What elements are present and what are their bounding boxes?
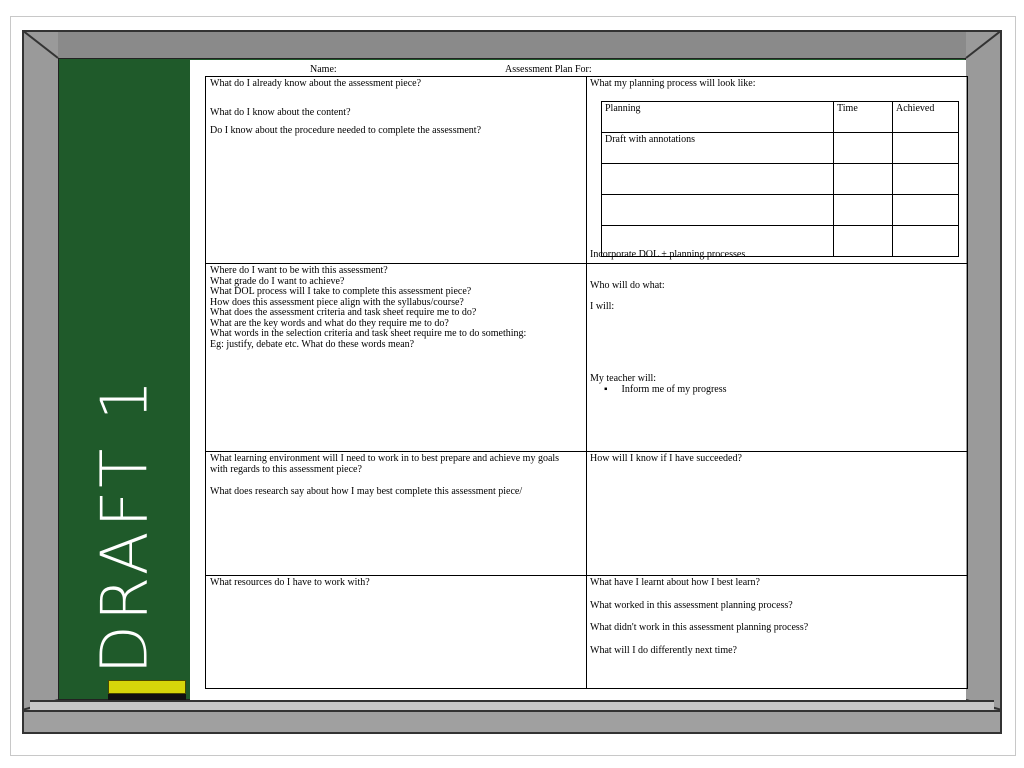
draft-label (70, 360, 180, 690)
name-label: Name: (310, 64, 337, 75)
teacher-bullet-item (590, 385, 960, 396)
q-planning-look: What my planning process will look like: (590, 78, 756, 89)
q-differently: What will I do differently next time? (590, 644, 737, 656)
q-where-want: Where do I want to be with this assessment? (210, 265, 388, 276)
planning-table-row (602, 195, 959, 226)
achieved-cell[interactable] (893, 164, 959, 195)
cell-resources (210, 578, 578, 589)
planning-header-time: Time (834, 102, 893, 133)
q-worked: What worked in this assessment planning process? (590, 599, 793, 611)
q-know-content: What do I know about the content? (210, 106, 351, 118)
cell-prior-knowledge (210, 79, 580, 137)
q-environment: What learning environment will I need to work in to best prepare and achieve my goals with regards to this assessment piece? (210, 453, 560, 475)
planning-cell: Draft with annotations (602, 133, 834, 164)
chalk-ledge (22, 710, 1002, 734)
q-teacher-will: My teacher will: (590, 373, 657, 384)
q-i-will: I will: (590, 300, 615, 312)
q-research: What does research say about how I may best complete this assessment piece/ (210, 486, 523, 497)
q-who-what: Who will do what: (590, 280, 665, 291)
incorporate-text: Incorporate DOL + planning processes (590, 249, 746, 260)
chalk-shadow (108, 694, 186, 700)
q-syllabus: How does this assessment piece align with the syllabus/course? (210, 296, 464, 308)
q-know-assessment: What do I already know about the assessment piece? (210, 78, 422, 89)
achieved-cell[interactable] (893, 133, 959, 164)
planning-table-row (602, 133, 959, 164)
assessment-plan-form (190, 60, 966, 700)
bullet-icon: ▪ (604, 383, 608, 395)
q-didnt-work: What didn't work in this assessment planning process? (590, 622, 809, 633)
planning-table-header (602, 102, 959, 133)
cell-reflection (590, 578, 960, 656)
cell-responsibilities (590, 281, 960, 395)
grid-divider-row-1 (206, 263, 967, 264)
cell-incorporate (590, 250, 960, 261)
planning-header-achieved: Achieved (893, 102, 959, 133)
q-dol-process: What DOL process will I take to complete this assessment piece? (210, 286, 472, 297)
q-word-meaning: Eg: justify, debate etc. What do these words mean? (210, 338, 415, 350)
achieved-cell[interactable] (893, 195, 959, 226)
grid-divider-row-2 (206, 451, 967, 452)
plan-for-label: Assessment Plan For: (505, 64, 592, 75)
grid-divider-row-3 (206, 575, 967, 576)
q-key-words: What are the key words and what do they require me to do? (210, 317, 449, 329)
chalk-piece (108, 680, 186, 694)
q-know-procedure: Do I know about the procedure needed to complete the assessment? (210, 125, 482, 136)
planning-cell[interactable] (602, 195, 834, 226)
grid-divider-vertical (586, 77, 587, 688)
planning-header-planning: Planning (602, 102, 834, 133)
time-cell[interactable] (834, 195, 893, 226)
time-cell[interactable] (834, 164, 893, 195)
q-criteria: What does the assessment criteria and task sheet require me to do? (210, 307, 477, 318)
q-grade: What grade do I want to achieve? (210, 275, 345, 287)
form-grid (205, 76, 968, 689)
time-cell[interactable] (834, 133, 893, 164)
cell-planning-process (590, 79, 960, 90)
draft-label-text: DRAFT 1 (88, 375, 162, 675)
q-learnt: What have I learnt about how I best learn? (590, 577, 760, 588)
q-resources: What resources do I have to work with? (210, 577, 370, 588)
cell-goals (210, 266, 575, 350)
cell-success (590, 454, 960, 465)
q-succeeded: How will I know if I have succeeded? (590, 453, 742, 464)
planning-table (601, 101, 959, 257)
q-selection-words: What words in the selection criteria and task sheet require me to do something: (210, 328, 527, 339)
cell-environment (210, 454, 578, 498)
teacher-bullet-text: Inform me of my progress (621, 383, 727, 395)
planning-cell[interactable] (602, 164, 834, 195)
planning-table-row (602, 164, 959, 195)
